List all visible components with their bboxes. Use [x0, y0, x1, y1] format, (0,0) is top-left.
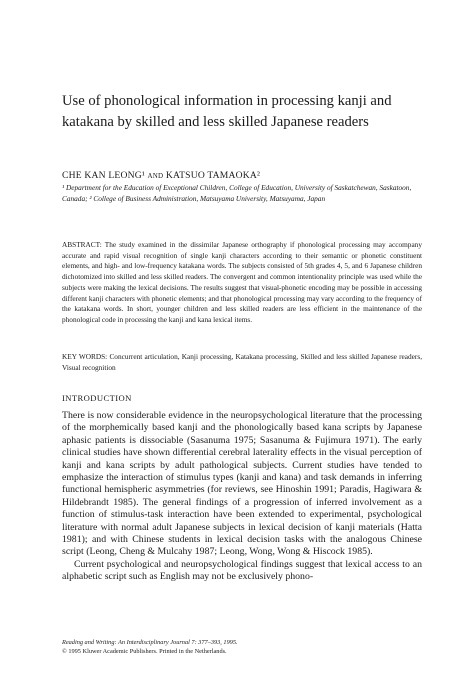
abstract	[62, 240, 422, 326]
page-footer	[62, 639, 422, 656]
author-affiliations: ¹ Department for the Education of Exceptional Children, College of Education, University of Saskatchewan, Saskatoon, Canada; ² College of Business Administration, Matsuyama University, Matsuyama, Japan	[62, 183, 412, 203]
body-text	[62, 410, 422, 584]
author-line: CHE KAN LEONG¹ and KATSUO TAMAOKA²	[62, 170, 261, 181]
abstract-text: The study examined in the dissimilar Japanese orthography if phonological processing may accompany accurate and rapid visual recognition of single kanji characters according to their semantic or phonetic constituent elements, and high- and low-frequency katakana words. The subjects consisted of 5th grades 4, 5, and 6 Japanese children dichotomized into skilled and less skilled readers. The convergent and common intentionality principle was used while the subjects were making the lexical decisions. The results suggest that visual-phonetic encoding may be possible in accessing different kanji characters with phonetic elements; and that phonological processing may vary according to the frequency of the katakana words. In short, younger children and less skilled readers are less efficient in the maintenance of the phonological code in processing the kanji and kana lexical items.	[62, 240, 422, 324]
copyright-notice: © 1995 Kluwer Academic Publishers. Printed in the Netherlands.	[62, 647, 227, 655]
body-paragraph: There is now considerable evidence in the neuropsychological literature that the processing of the morphemically based kanji and the phonologically based kana scripts by Japanese aphasic patients is dissociable (Sasanuma 1975; Sasanuma & Fujimura 1971). The early clinical studies have shown differential cerebral laterality effects in the visual perception of kanji and kana scripts by adult pathological subjects. Current studies have tended to emphasize the interaction of stimulus types (kanji and kana) and task demands in inferring functional hemispheric asymmetries (for reviews, see Hinoshin 1991; Paradis, Hagiwara & Hildebrandt 1985). The general findings of a progression of inferred involvement as a function of stimulus-task interaction have been extended to experimental, psychological literature with normal adult Japanese subjects in lexical decision of kanji materials (Hatta 1981); and with Chinese students in lexical decision tasks with the analogous Chinese script (Leong, Cheng & Mulcahy 1987; Leong, Wong, Wong & Hiscock 1985).	[62, 410, 422, 558]
article-title: Use of phonological information in processing kanji and katakana by skilled and less skilled Japanese readers	[62, 93, 392, 130]
section-heading-introduction: INTRODUCTION	[62, 393, 132, 403]
abstract-label: ABSTRACT:	[62, 240, 102, 249]
keywords	[62, 352, 422, 373]
keywords-label: KEY WORDS:	[62, 352, 108, 361]
body-paragraph: Current psychological and neuropsychological findings suggest that lexical access to an alphabetic script such as English may not be exclusively phono-	[62, 558, 422, 583]
journal-citation: Reading and Writing: An Interdisciplinary Journal 7: 377–393, 1995.	[62, 639, 238, 646]
keywords-text: Concurrent articulation, Kanji processing, Katakana processing, Skilled and less skilled Japanese readers, Visual recognition	[62, 352, 423, 372]
